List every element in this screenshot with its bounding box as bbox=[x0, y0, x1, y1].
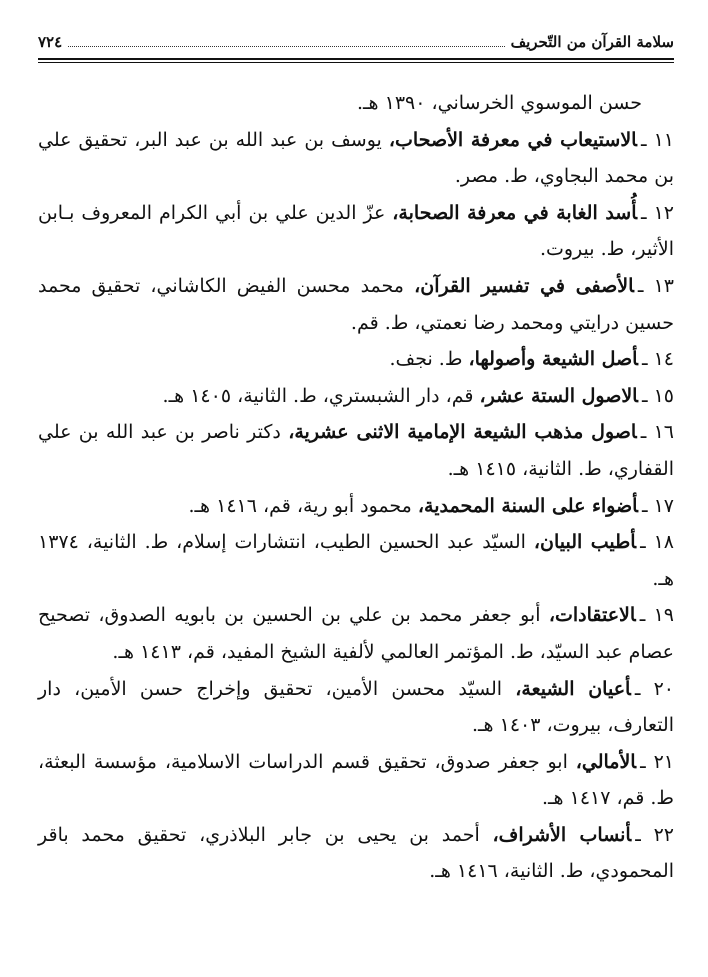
entry-title: أصل الشيعة وأصولها، bbox=[468, 348, 638, 371]
entry-details: أحمد بن يحيى بن جابر البلاذري، تحقيق محمد باقر المحمودي، ط. الثانية، ١٤١٦ هـ. bbox=[38, 823, 674, 883]
bibliography-entry bbox=[38, 597, 674, 670]
entry-title: الاعتقادات، bbox=[548, 604, 636, 627]
entry-details: أبو جعفر محمد بن علي بن الحسين بن بابويه الصدوق، تصحيح عصام عبد السيّد، ط. المؤتمر العالمي لألفية الشيخ المفيد، قم، ١٤١٣ هـ. bbox=[38, 604, 674, 663]
page-number: ٧٢٤ bbox=[38, 33, 63, 51]
bibliography-entry bbox=[38, 524, 674, 597]
entry-title: أنساب الأشراف، bbox=[492, 823, 632, 846]
entry-number: ١٦ ـ bbox=[640, 421, 675, 444]
bibliography-entry bbox=[38, 378, 674, 415]
entry-details: قم، دار الشبستري، ط. الثانية، ١٤٠٥ هـ. bbox=[162, 384, 480, 407]
bibliography-entry bbox=[38, 744, 674, 817]
bibliography-entry bbox=[38, 414, 674, 487]
running-header bbox=[38, 30, 674, 54]
entry-details: محمد محسن الفيض الكاشاني، تحقيق محمد حسين درايتي ومحمد رضا نعمتي، ط. قم. bbox=[38, 274, 674, 334]
entry-number: ١١ ـ bbox=[640, 128, 674, 151]
entry-number: ١٧ ـ bbox=[641, 494, 674, 517]
continued-entry-line: حسن الموسوي الخرساني، ١٣٩٠ هـ. bbox=[356, 92, 642, 114]
entry-details: يوسف بن عبد الله بن عبد البر، تحقيق علي بن محمد البجاوي، ط. مصر. bbox=[38, 128, 674, 188]
entry-details: السيّد عبد الحسين الطيب، انتشارات إسلام، ط. الثانية، ١٣٧٤ هـ. bbox=[38, 531, 674, 590]
header-title: سلامة القرآن من التّحريف bbox=[510, 33, 674, 51]
bibliography-entry bbox=[38, 817, 674, 890]
entry-details: محمود أبو رية، قم، ١٤١٦ هـ. bbox=[188, 494, 418, 517]
bibliography-entry bbox=[38, 341, 674, 378]
entry-number: ١٩ ـ bbox=[639, 604, 675, 627]
bibliography-entry bbox=[38, 122, 674, 195]
bibliography-entry bbox=[38, 268, 674, 341]
entry-title: اصول مذهب الشيعة الإمامية الاثنى عشرية، bbox=[288, 421, 637, 444]
header-rule-thin bbox=[38, 62, 674, 63]
entry-number: ٢١ ـ bbox=[640, 750, 674, 773]
entry-details: دكتر ناصر بن عبد الله بن علي القفاري، ط. الثانية، ١٤١٥ هـ. bbox=[38, 421, 674, 480]
header-leader-dots bbox=[68, 45, 504, 47]
entry-number: ١٤ ـ bbox=[641, 348, 674, 371]
entry-title: الأصفى في تفسير القرآن، bbox=[414, 274, 634, 297]
entry-title: أعيان الشيعة، bbox=[515, 677, 631, 700]
book-page bbox=[38, 30, 674, 890]
entry-number: ٢٢ ـ bbox=[635, 823, 674, 846]
entry-details: عزّ الدين علي بن أبي الكرام المعروف بـابن الأثير، ط. بيروت. bbox=[38, 201, 674, 261]
entry-title: الاصول الستة عشر، bbox=[479, 384, 638, 407]
entry-number: ١٨ ـ bbox=[640, 531, 675, 554]
entry-details: ط. نجف. bbox=[389, 348, 469, 371]
entry-number: ١٥ ـ bbox=[641, 384, 674, 407]
bibliography-entry bbox=[38, 671, 674, 744]
entry-title: الأمالي، bbox=[575, 750, 637, 773]
entry-details: ابو جعفر صدوق، تحقيق قسم الدراسات الاسلامية، مؤسسة البعثة، ط. قم، ١٤١٧ هـ. bbox=[38, 750, 674, 810]
header-rule-thick bbox=[38, 58, 674, 60]
entry-number: ٢٠ ـ bbox=[634, 677, 675, 700]
entry-container bbox=[38, 122, 674, 890]
entry-title: أطيب البيان، bbox=[533, 531, 637, 554]
entry-title: أُسد الغابة في معرفة الصحابة، bbox=[392, 201, 638, 224]
entry-details: السيّد محسن الأمين، تحقيق وإخراج حسن الأمين، دار التعارف، بيروت، ١٤٠٣ هـ. bbox=[38, 677, 674, 737]
bibliography-list bbox=[38, 85, 674, 890]
entry-number: ١٢ ـ bbox=[641, 201, 675, 224]
entry-title: الاستيعاب في معرفة الأصحاب، bbox=[388, 128, 637, 151]
bibliography-entry bbox=[38, 195, 674, 268]
entry-title: أضواء على السنة المحمدية، bbox=[417, 494, 638, 517]
entry-number: ١٣ ـ bbox=[637, 274, 675, 297]
bibliography-entry bbox=[38, 488, 674, 525]
